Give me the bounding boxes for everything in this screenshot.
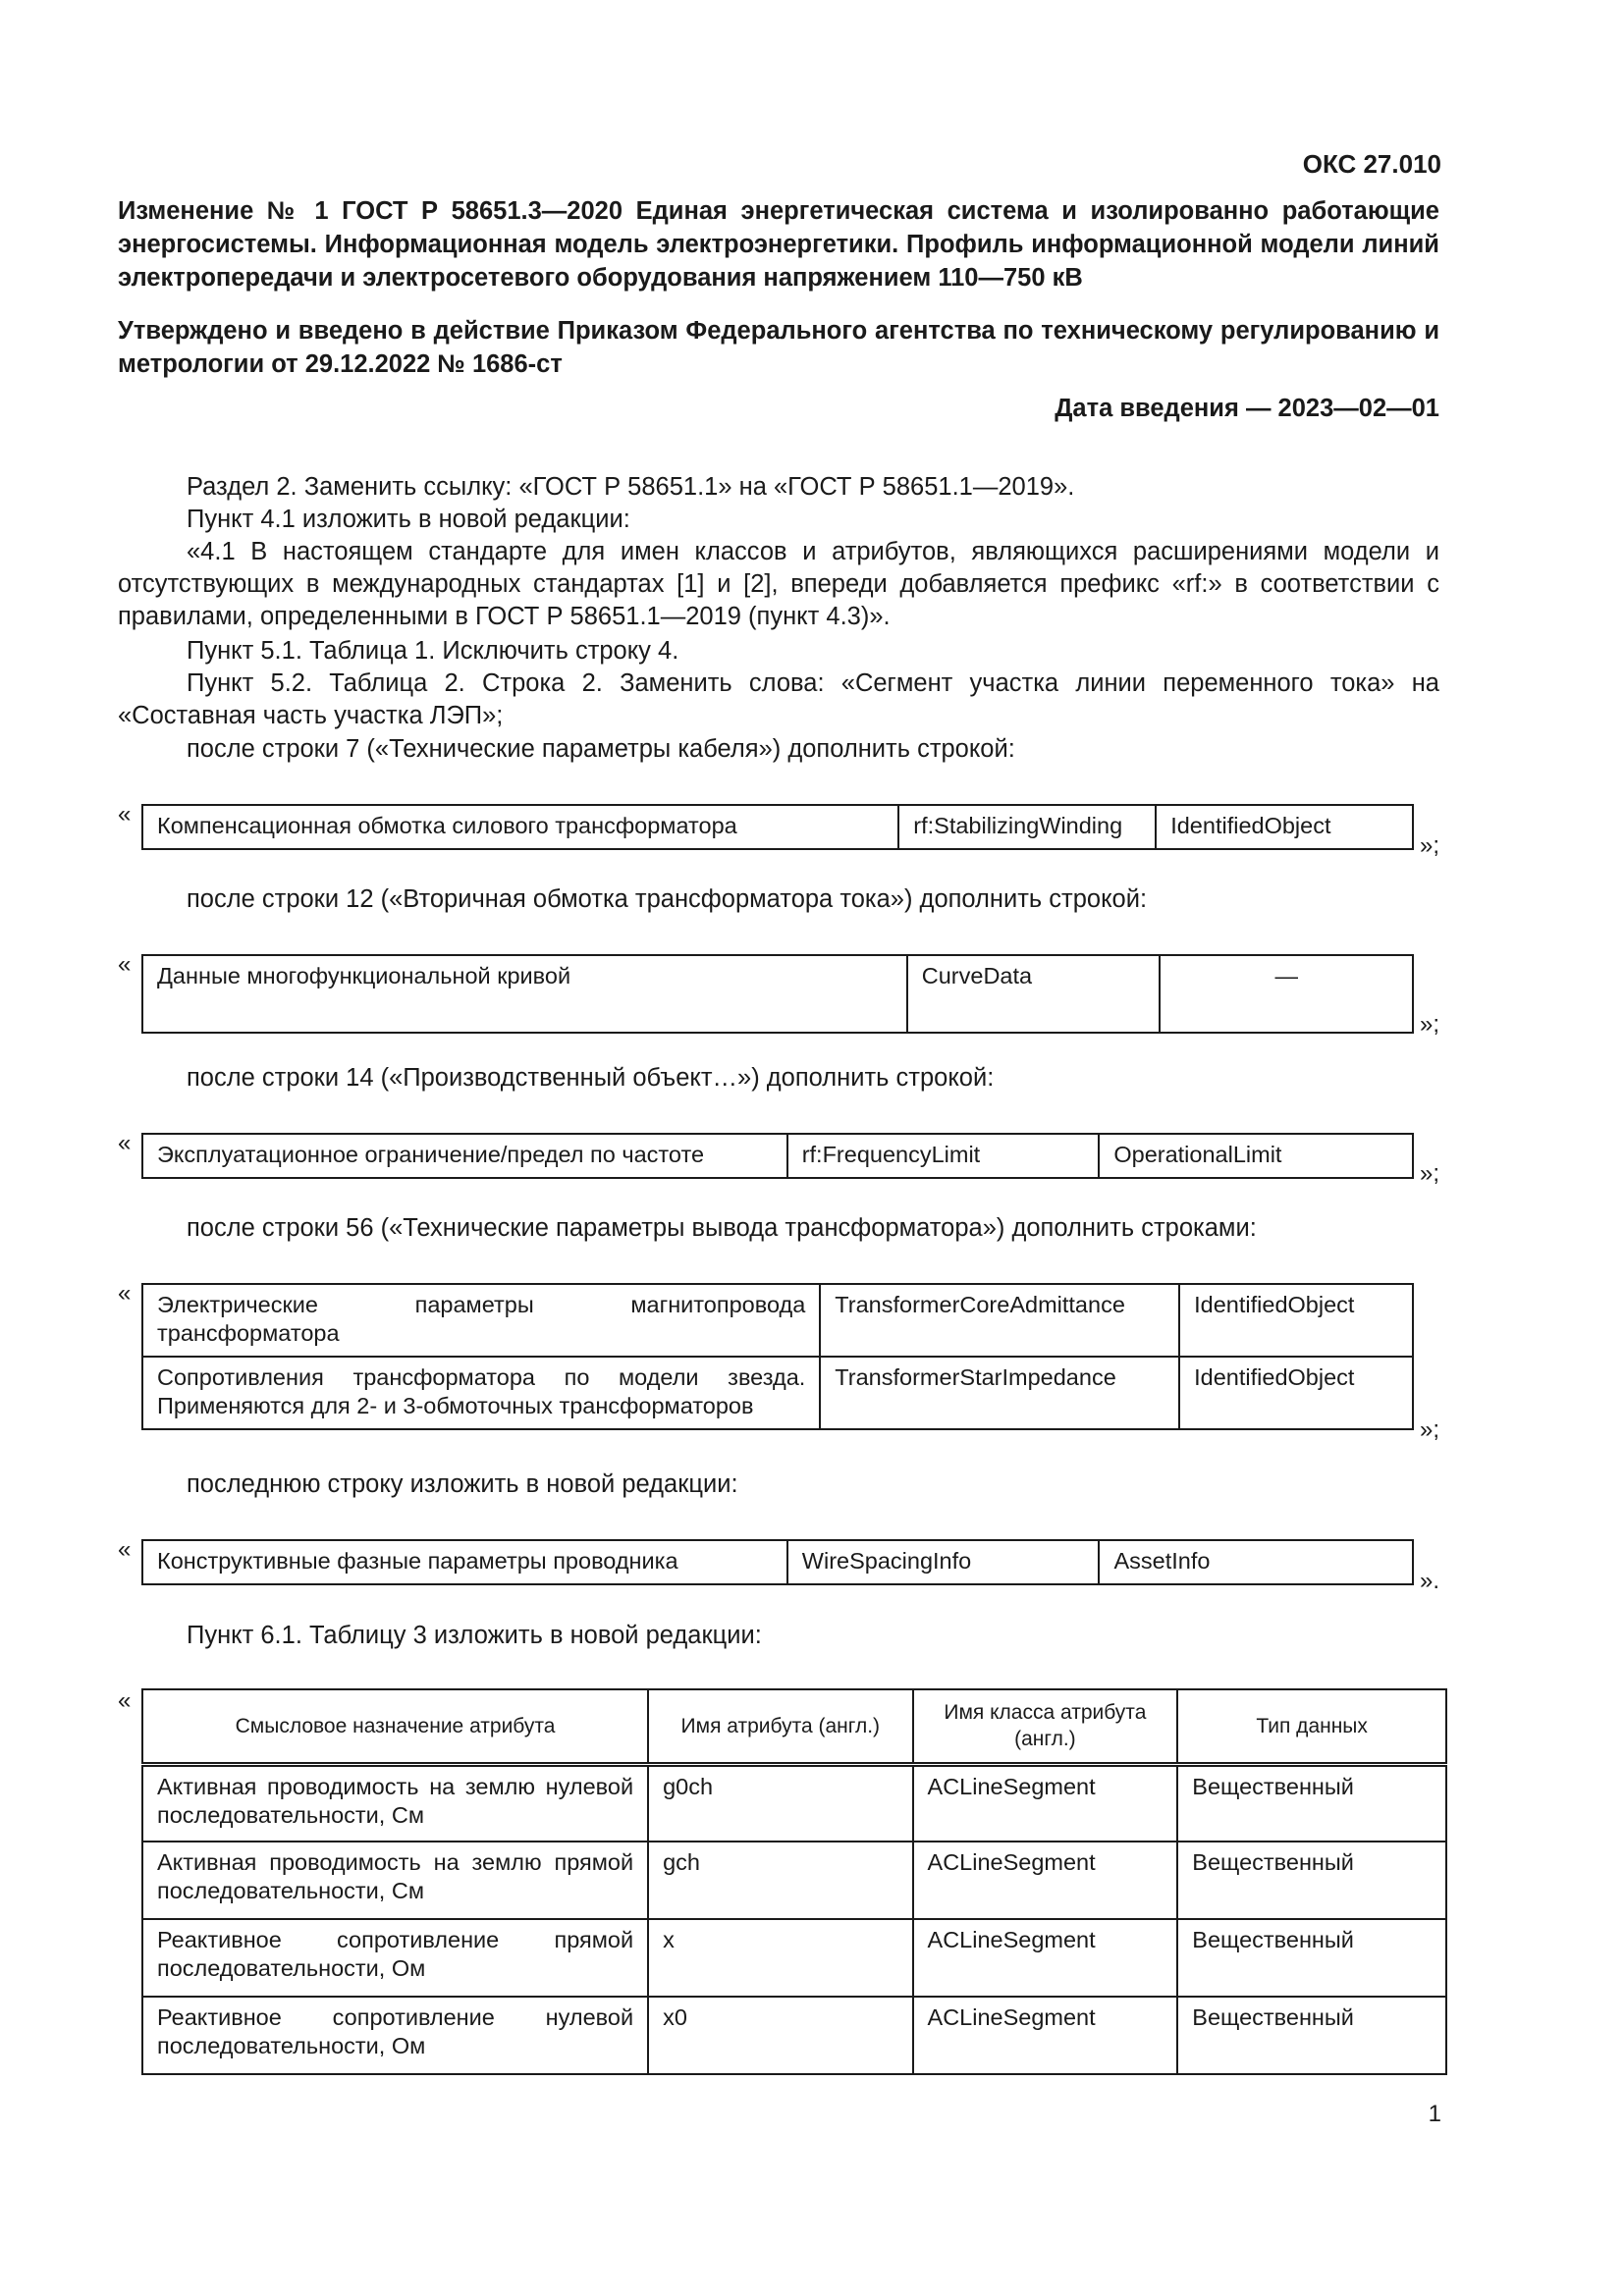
table-cell: Реактивное сопротивление прямой последовательности, Ом (142, 1919, 648, 1997)
quote-open: « (118, 801, 132, 828)
table-row (142, 955, 1413, 1033)
paragraph-point-4-1-text: «4.1 В настоящем стандарте для имен классов и атрибутов, являющихся расширениями модели и отсутствующих в международных стандартах [1] и [2], впереди добавляется префикс «rf:» в соответствии с правилами, определенными в ГОСТ Р 58651.1—2019 (пункт 4.3)». (118, 538, 1439, 630)
table-row (142, 1842, 1446, 1919)
table-row (142, 1357, 1413, 1429)
table-cell: rf:StabilizingWinding (898, 805, 1156, 849)
table-cell: Эксплуатационное ограничение/предел по частоте (142, 1134, 787, 1178)
table-cell: x0 (648, 1997, 912, 2074)
table-cell: rf:FrequencyLimit (787, 1134, 1100, 1178)
table-cell: ACLineSegment (913, 1919, 1178, 1997)
column-header: Имя атрибута (англ.) (648, 1689, 912, 1764)
replace-last-row-table (141, 1539, 1414, 1585)
quote-close: »; (1420, 1416, 1440, 1443)
table-cell: AssetInfo (1099, 1540, 1413, 1584)
insert-table-row-7 (141, 804, 1414, 850)
insert-table-row-14 (141, 1133, 1414, 1179)
quote-close: »; (1420, 832, 1440, 859)
quote-open: « (118, 1280, 132, 1307)
table-cell: Активная проводимость на землю нулевой последовательности, См (142, 1764, 648, 1842)
insert-table-row-56 (141, 1283, 1414, 1430)
table-cell: Конструктивные фазные параметры проводника (142, 1540, 787, 1584)
table-cell: OperationalLimit (1099, 1134, 1413, 1178)
document-title: Изменение № 1 ГОСТ Р 58651.3—2020 Единая энергетическая система и изолированно работающие энергосистемы. Информационная модель электроэнергетики. Профиль информационной модели линий электропередачи и электросетевого оборудования напряжением 110—750 кВ (118, 197, 1439, 292)
paragraph-after-row-12: после строки 12 («Вторичная обмотка трансформатора тока») дополнить строкой: (187, 885, 1148, 913)
paragraph-point-5-1: Пункт 5.1. Таблица 1. Исключить строку 4. (187, 637, 679, 665)
paragraph-point-5-2: Пункт 5.2. Таблица 2. Строка 2. Заменить слова: «Сегмент участка линии переменного тока» на «Составная часть участка ЛЭП»; (118, 669, 1439, 729)
column-header: Смысловое назначение атрибута (142, 1689, 648, 1764)
table-cell: ACLineSegment (913, 1842, 1178, 1919)
table-cell: Сопротивления трансформатора по модели звезда. Применяются для 2- и 3-обмоточных трансформаторов (142, 1357, 820, 1429)
paragraph-section-2: Раздел 2. Заменить ссылку: «ГОСТ Р 58651.1» на «ГОСТ Р 58651.1—2019». (187, 473, 1075, 501)
approval-note: Утверждено и введено в действие Приказом Федерального агентства по техническому регулированию и метрологии от 29.12.2022 № 1686-ст (118, 317, 1439, 378)
table-cell: g0ch (648, 1764, 912, 1842)
table-cell: ACLineSegment (913, 1764, 1178, 1842)
table-cell: CurveData (907, 955, 1161, 1033)
table-cell: Данные многофункциональной кривой (142, 955, 907, 1033)
column-header: Имя класса атрибута (англ.) (913, 1689, 1178, 1764)
quote-open: « (118, 951, 132, 978)
table-row (142, 805, 1413, 849)
table-cell: Вещественный (1177, 1842, 1446, 1919)
quote-close: »; (1420, 1160, 1440, 1187)
table-3 (141, 1688, 1447, 2075)
table-row (142, 1540, 1413, 1584)
quote-close: »; (1420, 1011, 1440, 1038)
paragraph-point-4-1: Пункт 4.1 изложить в новой редакции: (187, 506, 630, 533)
table-cell: IdentifiedObject (1156, 805, 1413, 849)
table-cell: Вещественный (1177, 1997, 1446, 2074)
effective-date: Дата введения — 2023—02—01 (1055, 395, 1439, 422)
paragraph-point-6-1: Пункт 6.1. Таблицу 3 изложить в новой редакции: (187, 1622, 762, 1649)
table-cell: Электрические параметры магнитопровода трансформатора (142, 1284, 820, 1357)
table-cell: Реактивное сопротивление нулевой последовательности, Ом (142, 1997, 648, 2074)
table-cell: — (1160, 955, 1413, 1033)
table-row (142, 1997, 1446, 2074)
table-cell: Активная проводимость на землю прямой последовательности, См (142, 1842, 648, 1919)
table-row (142, 1284, 1413, 1357)
insert-table-row-12 (141, 954, 1414, 1034)
table-cell: TransformerCoreAdmittance (820, 1284, 1179, 1357)
okc-code: ОКС 27.010 (1302, 149, 1441, 179)
quote-open: « (118, 1536, 132, 1563)
table-row (142, 1134, 1413, 1178)
quote-open: « (118, 1687, 132, 1714)
table-cell: IdentifiedObject (1179, 1284, 1413, 1357)
table-cell: Компенсационная обмотка силового трансформатора (142, 805, 898, 849)
table-cell: TransformerStarImpedance (820, 1357, 1179, 1429)
table-header-row (142, 1689, 1446, 1764)
paragraph-after-row-7: после строки 7 («Технические параметры кабеля») дополнить строкой: (187, 735, 1015, 763)
quote-open: « (118, 1130, 132, 1156)
table-cell: Вещественный (1177, 1919, 1446, 1997)
table-cell: WireSpacingInfo (787, 1540, 1100, 1584)
quote-close: ». (1420, 1568, 1440, 1594)
table-cell: gch (648, 1842, 912, 1919)
table-cell: IdentifiedObject (1179, 1357, 1413, 1429)
table-cell: ACLineSegment (913, 1997, 1178, 2074)
table-cell: x (648, 1919, 912, 1997)
paragraph-after-row-14: после строки 14 («Производственный объект…») дополнить строкой: (187, 1064, 995, 1092)
paragraph-last-row: последнюю строку изложить в новой редакции: (187, 1470, 738, 1498)
column-header: Тип данных (1177, 1689, 1446, 1764)
table-cell: Вещественный (1177, 1764, 1446, 1842)
paragraph-after-row-56: после строки 56 («Технические параметры вывода трансформатора») дополнить строками: (187, 1214, 1257, 1242)
table-row (142, 1764, 1446, 1842)
page-number: 1 (1428, 2101, 1441, 2127)
table-row (142, 1919, 1446, 1997)
